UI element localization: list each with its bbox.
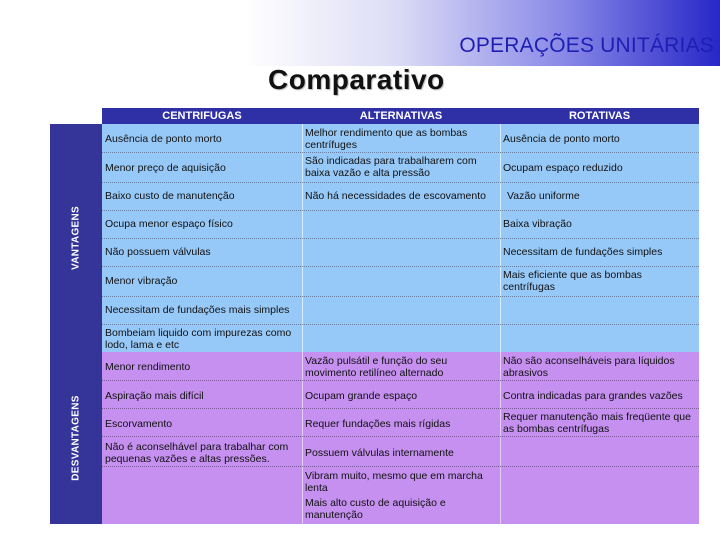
- row-divider: [102, 380, 699, 381]
- table-cell: Ausência de ponto morto: [503, 133, 620, 145]
- table-cell: Ausência de ponto morto: [105, 133, 222, 145]
- table-cell: Vazão uniforme: [507, 190, 580, 202]
- table-cell: São indicadas para trabalharem com baixa vazão e alta pressão: [305, 155, 477, 179]
- slide-title: Comparativo: [268, 64, 445, 95]
- table-cell: Melhor rendimento que as bombas centrífuges: [305, 127, 468, 151]
- section-label-text: DESVANTAGENS: [70, 395, 82, 481]
- table-cell: Não há necessidades de escovamento: [305, 190, 486, 202]
- section-label-desvantagens: [50, 352, 102, 524]
- row-divider: [102, 152, 699, 153]
- table-cell: Bombeiam liquido com impurezas como lodo, lama e etc: [105, 327, 292, 351]
- vantagens-body: [102, 124, 699, 352]
- table-cell: Mais eficiente que as bombas centrífugas: [503, 269, 642, 293]
- table-cell: Requer manutenção mais freqüente que as bombas centrífugas: [503, 411, 691, 435]
- column-divider: [302, 352, 303, 524]
- column-divider: [500, 352, 501, 524]
- row-divider: [102, 408, 699, 409]
- column-header-centrifugas: CENTRIFUGAS: [162, 110, 242, 122]
- table-cell: Possuem válvulas internamente: [305, 447, 454, 459]
- table-cell: Contra indicadas para grandes vazões: [503, 390, 683, 402]
- row-divider: [102, 466, 699, 467]
- table-cell: Ocupam espaço reduzido: [503, 162, 623, 174]
- row-divider: [102, 296, 699, 297]
- table-cell: Ocupam grande espaço: [305, 390, 418, 402]
- table-cell: Escorvamento: [105, 418, 173, 430]
- course-subtitle: OPERAÇÕES UNITÁRIAS: [459, 34, 714, 57]
- table-cell: Vazão pulsátil e função do seu movimento retilíneo alternado: [305, 355, 448, 379]
- table-header-row: [102, 108, 699, 124]
- row-divider: [102, 182, 699, 183]
- row-divider: [102, 210, 699, 211]
- row-divider: [102, 324, 699, 325]
- table-cell: Não são aconselháveis para líquidos abrasivos: [503, 355, 675, 379]
- table-cell: Necessitam de fundações simples: [503, 246, 663, 258]
- table-cell: Menor vibração: [105, 275, 178, 287]
- row-divider: [102, 436, 699, 437]
- table-cell: Baixa vibração: [503, 218, 572, 230]
- table-cell: Menor rendimento: [105, 361, 191, 373]
- table-cell: Requer fundações mais rígidas: [305, 418, 451, 430]
- desvantagens-body: [102, 352, 699, 524]
- table-cell: Vibram muito, mesmo que em marcha lenta: [305, 470, 483, 494]
- row-divider: [102, 238, 699, 239]
- table-cell: Mais alto custo de aquisição e manutenção: [305, 497, 446, 521]
- table-cell: Não é aconselhável para trabalhar com pequenas vazões e altas pressões.: [105, 441, 289, 465]
- table-cell: Ocupa menor espaço físico: [105, 218, 233, 230]
- section-label-vantagens: [50, 124, 102, 352]
- table-cell: Baixo custo de manutenção: [105, 190, 235, 202]
- row-divider: [102, 266, 699, 267]
- table-cell: Necessitam de fundações mais simples: [105, 304, 290, 316]
- section-label-text: VANTAGENS: [70, 206, 82, 270]
- table-cell: Não possuem válvulas: [105, 246, 211, 258]
- table-cell: Menor preço de aquisição: [105, 162, 226, 174]
- comparison-table: [50, 108, 699, 524]
- column-header-alternativas: ALTERNATIVAS: [359, 110, 443, 122]
- table-cell: Aspiração mais difícil: [105, 390, 204, 402]
- column-header-rotativas: ROTATIVAS: [568, 110, 631, 122]
